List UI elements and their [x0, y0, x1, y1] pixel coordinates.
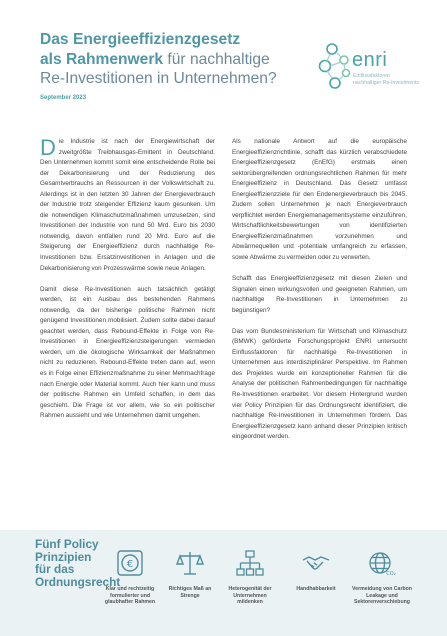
company-network-icon [235, 548, 265, 578]
logo-tagline [353, 73, 433, 86]
article-paragraph [40, 137, 215, 274]
principles-heading: Fünf Policy Prinzipien für das Ordnungsrecht [35, 537, 121, 589]
scale-icon [175, 548, 205, 578]
article-paragraph: Damit diese Re-Investitionen auch tatsächlich getätigt werden, ist ein Ausbau des bestehenden Rahmens notwendig, da der bisherige politische Rahmen nicht genügend Investitionen mobilisiert. Zudem sollte dabei darauf geachtet werden, dass Rebound-Effekte in Folge von Re-Investitionen in Energieeffizienzsteigerungen vermieden werden, um die ökologische Wirksamkeit der Maßnahmen nicht zu reduzieren. Rebound-Effekte treten dann auf, wenn es in Folge einer Effizienzmaßnahme zu einer Mehrnachfrage nach Energie oder Material kommt. Auch hier kann und muss der politische Rahmen ein Umfeld schaffen, in dem das geschieht. Die Frage ist vor allem, wie so ein politischer Rahmen aussieht und wie Unternehmen damit umgehen. [40, 285, 215, 420]
euro-coin-icon [115, 548, 145, 578]
title-block [40, 30, 320, 101]
title-line-3: Re-Investitionen in Unternehmen? [40, 70, 277, 87]
title-line-1: Das Energieeffizienzgesetz [40, 31, 241, 48]
article-paragraph: Als nationale Antwort auf die europäische Energieeffizienzrichtlinie, schafft das kürzlich verabschiedete Energieeffizienzgesetz (EnEfG) erstmals einen sektorübergreifenden ordnungsrechtlichen Rahmen für mehr Energieeffizienz in Deutschland. Das Gesetz umfasst Energieeffizienzziele für den Endenergieverbrauch bis 2045. Zudem sollen Unternehmen je nach Energieverbrauch verpflichtet werden Energiemanagementsysteme einzuführen, Wirtschaftlichkeitsbewertungen von identifizierten Energieeffizienzmaßnahmen vorzunehmen und Abwärmequellen und -potentiale umfangreich zu erfassen, sowie Abwärme zu vermeiden oder zu verwerten. [232, 138, 407, 262]
article-paragraph: Schafft das Energieeffizienzgesetz mit diesen Zielen und Signalen einen wirkungsvollen und geeigneten Rahmen, um nachhaltige Re-Investitionen in Unternehmen zu begünstigen? [232, 275, 407, 314]
principle-item [100, 548, 160, 606]
paragraph-text: ie Industrie ist nach der Energiewirtschaft der zweitgrößte Treibhausgas-Emittent in Deutschland. Den Unternehmen kommt somit eine entscheidende Rolle bei der Dekarbonisierung und der Reduzierung des Gesamtverbrauchs an Ressourcen in der Volkswirtschaft zu. Allerdings ist in den letzten 30 Jahren der Energieverbrauch der Industrie trotz steigender Effizienz kaum gesunken. Um die notwendigen Klimaschutzmaßnahmen umzusetzen, sind Investitionen der Industrie von rund 50 Mrd. Euro bis 2030 notwendig, davon entfallen rund 20 Mrd. Euro auf die Steigerung der Energieeffizienz durch nachhaltige Re-Investitionen bzw. Ersatzinvestitionen in Anlagen und die Dekarbonisierung von Prozesswärme sowie neue Anlagen. [40, 138, 215, 272]
svg-text:CO₂: CO₂ [386, 571, 396, 577]
title-line-2-bold: als Rahmenwerk [40, 50, 164, 68]
handshake-icon [301, 548, 331, 578]
article-paragraph: Das vom Bundesministerium für Wirtschaft und Klimaschutz (BMWK) geförderte Forschungsprojekt ENRI untersucht Einflussfaktoren für nachhaltige Re-Investitionen in Unternehmen aus interdisziplinärer Perspektive. Im Rahmen des Projektes wurde ein konzeptioneller Rahmen für die Analyse der politischen Rahmenbedingungen für nachhaltige Re-Investitionen erarbeitet. Vor diesem Hintergrund wurden vier Policy Prinzipien für das Ordnungsrecht identifiziert, die nachhaltige Re-Investitionen in Unternehmen fördern. Das Energieeffizienzgesetz kann anhand dieser Prinzipien kritisch eingeordnet werden. [232, 327, 407, 441]
principle-label: Handhabbarkeit [296, 586, 336, 592]
logo-wordmark: enri [352, 49, 388, 71]
principle-label: Vermeidung von Carbon Leakage und Sektorenverschiebung [352, 586, 412, 606]
logo-tagline-line-1: Einflussfaktoren [353, 73, 390, 79]
publication-date: September 2023 [40, 94, 87, 101]
principle-item [160, 548, 220, 599]
logo-tagline-line-2: nachhaltiger Re-Investments [353, 79, 420, 86]
molecule-icon [318, 40, 354, 92]
principle-label: Richtiges Maß an Strenge [168, 586, 212, 599]
enri-logo [318, 40, 428, 96]
article-column-right [232, 137, 407, 453]
globe-co2-icon [367, 548, 397, 578]
svg-text:€: € [126, 559, 134, 570]
principle-item [220, 548, 280, 606]
drop-cap: D [40, 135, 56, 160]
principle-label: Heterogenität der Unternehmen mildenken [228, 586, 272, 606]
title-line-2-rest: für nachhaltige [163, 50, 270, 68]
article-column-left [40, 137, 215, 432]
principle-item [352, 548, 412, 606]
principle-label: Klar und rechtzeitig formulierter und glaubhafter Rahmen [104, 586, 156, 606]
document-title [40, 30, 320, 89]
principle-item [286, 548, 346, 593]
